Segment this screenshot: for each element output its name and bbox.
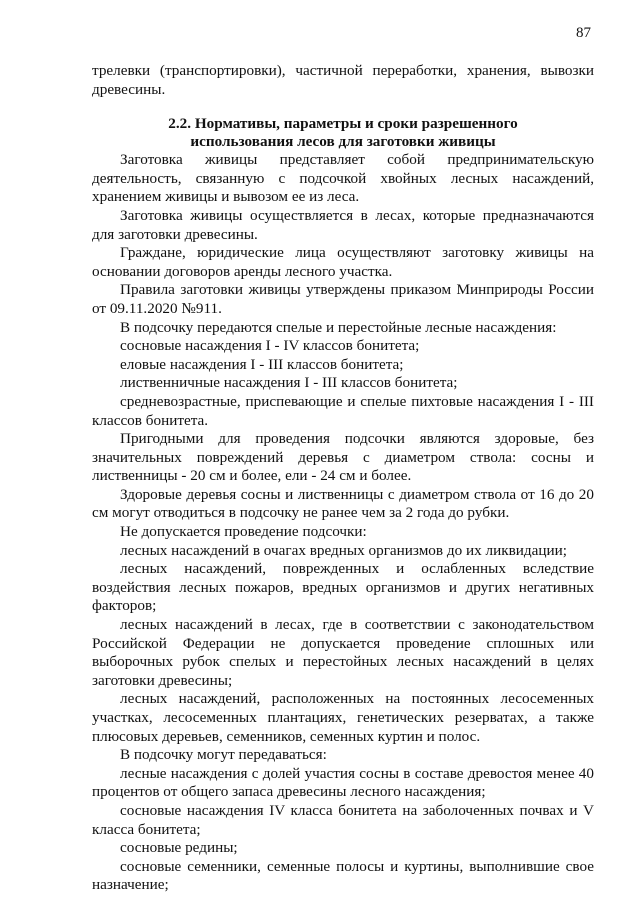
list-item: лесных насаждений в лесах, где в соответствии с законодательством Российской Федерации не допускается проведение сплошных или выборочных рубок спелых и перестойных лесных насаждений в целях заготовки древесины; [92,616,594,689]
paragraph: Пригодными для проведения подсочки являются здоровые, без значительных повреждений деревья с диаметром ствола: сосны и лиственницы - 20 см и более, ели - 24 см и более. [92,430,594,485]
section-heading [92,115,594,151]
paragraph: Не допускается проведение подсочки: [120,523,367,541]
list-item: лесных насаждений, поврежденных и ослабленных вследствие воздействия лесных пожаров, вредных организмов и других негативных факторов; [92,560,594,615]
section-heading-line-1: 2.2. Нормативы, параметры и сроки разрешенного [168,115,518,133]
page-number: 87 [576,25,591,41]
list-item: сосновые насаждения I - IV классов бонитета; [120,337,420,355]
paragraph: Заготовка живицы осуществляется в лесах, которые предназначаются для заготовки древесины. [92,206,594,243]
list-item: средневозрастные, приспевающие и спелые пихтовые насаждения I - III классов бонитета. [92,392,594,429]
page-content [92,62,594,895]
paragraph: Заготовка живицы представляет собой предпринимательскую деятельность, связанную с подсочкой хвойных лесных насаждений, хранением живицы и вывозом ее из леса. [92,151,594,206]
paragraph: В подсочку передаются спелые и перестойные лесные насаждения: [120,318,557,336]
paragraph: Граждане, юридические лица осуществляют заготовку живицы на основании договоров аренды лесного участка. [92,244,594,280]
section-heading-line-2: использования лесов для заготовки живицы [190,133,496,151]
paragraph: В подсочку могут передаваться: [120,746,327,764]
paragraph-continuation: трелевки (транспортировки), частичной переработки, хранения, вывозки древесины. [92,62,594,98]
paragraph: Здоровые деревья сосны и лиственницы с диаметром ствола от 16 до 20 см могут отводиться в подсочку не ранее чем за 2 года до рубки. [92,485,594,522]
list-item: еловые насаждения I - III классов бонитета; [120,355,404,373]
list-item: лесных насаждений, расположенных на постоянных лесосеменных участках, лесосеменных плантациях, генетических резерватах, а также плюсовых деревьев, семенников, семенных куртин и полос. [92,690,594,745]
list-item: лиственничные насаждения I - III классов бонитета; [120,374,458,392]
paragraph: Правила заготовки живицы утверждены приказом Минприроды России от 09.11.2020 №911. [92,281,594,317]
list-item: лесных насаждений в очагах вредных организмов до их ликвидации; [120,541,567,559]
list-item: сосновые семенники, семенные полосы и куртины, выполнившие свое назначение; [92,857,594,894]
list-item: сосновые насаждения IV класса бонитета на заболоченных почвах и V класса бонитета; [92,801,594,838]
list-item: сосновые редины; [120,839,238,857]
list-item: лесные насаждения с долей участия сосны в составе древостоя менее 40 процентов от общего запаса древесины лесного насаждения; [92,764,594,801]
